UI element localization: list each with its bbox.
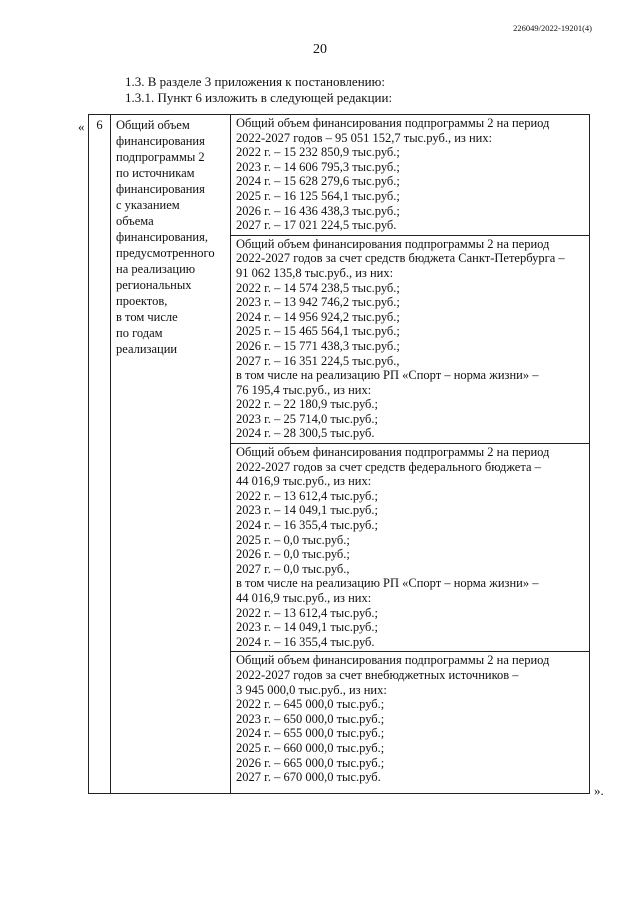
row-label-line: региональных xyxy=(116,278,192,292)
financing-line: 2026 г. – 15 771 438,3 тыс.руб.; xyxy=(236,338,400,353)
row-label-line: предусмотренного xyxy=(116,246,215,260)
financing-block xyxy=(231,235,589,443)
financing-line: 2025 г. – 15 465 564,1 тыс.руб.; xyxy=(236,324,400,339)
financing-line: Общий объем финансирования подпрограммы 2 на период xyxy=(236,653,550,668)
financing-line: 2022 г. – 13 612,4 тыс.руб.; xyxy=(236,605,379,620)
document-id: 226049/2022-19201(4) xyxy=(513,23,592,33)
financing-line: 2022-2027 годов за счет средств бюджета Санкт-Петербурга – xyxy=(236,251,565,266)
financing-line: 2023 г. – 14 606 795,3 тыс.руб.; xyxy=(236,159,400,174)
row-label-line: финансирования, xyxy=(116,230,208,244)
financing-line: 44 016,9 тыс.руб., из них: xyxy=(236,591,372,605)
row-label-line: в том числе xyxy=(116,310,178,324)
financing-line: 2027 г. – 670 000,0 тыс.руб. xyxy=(236,770,381,785)
financing-line: 2024 г. – 15 628 279,6 тыс.руб.; xyxy=(236,174,400,189)
financing-block xyxy=(231,443,589,651)
financing-line: 2026 г. – 665 000,0 тыс.руб.; xyxy=(236,755,385,770)
row-label-line: на реализацию xyxy=(116,262,196,276)
closing-quote: ». xyxy=(594,783,604,798)
row-label-line: с указанием xyxy=(116,198,180,212)
row-label-line: подпрограммы 2 xyxy=(116,150,205,164)
table-row xyxy=(89,115,590,794)
financing-line: 2026 г. – 16 436 438,3 тыс.руб.; xyxy=(236,203,400,218)
financing-line: 2023 г. – 14 049,1 тыс.руб.; xyxy=(236,620,379,635)
financing-line: 2022 г. – 15 232 850,9 тыс.руб.; xyxy=(236,145,400,160)
row-label-line: по годам xyxy=(116,326,163,340)
row-label-line: Общий объем xyxy=(116,118,190,132)
financing-line: 2024 г. – 655 000,0 тыс.руб.; xyxy=(236,726,385,741)
financing-line: Общий объем финансирования подпрограммы 2 на период xyxy=(236,236,550,251)
row-number-cell: 6 xyxy=(89,115,111,794)
financing-block xyxy=(231,115,589,235)
financing-details-cell xyxy=(231,115,590,794)
financing-line: 2025 г. – 660 000,0 тыс.руб.; xyxy=(236,740,385,755)
financing-line: 2022 г. – 22 180,9 тыс.руб.; xyxy=(236,397,379,412)
financing-line: в том числе на реализацию РП «Спорт – норма жизни» – xyxy=(236,368,539,383)
financing-block xyxy=(231,651,589,786)
financing-line: 2022-2027 годов за счет средств федерального бюджета – xyxy=(236,459,541,474)
financing-line: 2024 г. – 14 956 924,2 тыс.руб.; xyxy=(236,309,400,324)
row-label-line: проектов, xyxy=(116,294,168,308)
financing-line: 2023 г. – 25 714,0 тыс.руб.; xyxy=(236,411,379,426)
financing-line: 44 016,9 тыс.руб., из них: xyxy=(236,474,372,489)
row-label-line: финансирования xyxy=(116,182,205,196)
financing-line: в том числе на реализацию РП «Спорт – норма жизни» – xyxy=(236,576,539,591)
financing-line: 2026 г. – 0,0 тыс.руб.; xyxy=(236,547,350,562)
financing-line: Общий объем финансирования подпрограммы 2 на период xyxy=(236,445,550,460)
financing-line: 2023 г. – 14 049,1 тыс.руб.; xyxy=(236,503,379,518)
financing-line: 3 945 000,0 тыс.руб., из них: xyxy=(236,682,387,697)
financing-line: 2024 г. – 28 300,5 тыс.руб. xyxy=(236,426,375,441)
financing-line: 2022 г. – 645 000,0 тыс.руб.; xyxy=(236,697,385,712)
financing-line: 2025 г. – 0,0 тыс.руб.; xyxy=(236,532,350,547)
page-number: 20 xyxy=(313,42,327,57)
financing-line: 2023 г. – 650 000,0 тыс.руб.; xyxy=(236,711,385,726)
row-label-line: реализации xyxy=(116,342,178,356)
financing-line: 91 062 135,8 тыс.руб., из них: xyxy=(236,265,394,280)
intro-line-1: 1.3. В разделе 3 приложения к постановлению: xyxy=(125,74,385,89)
financing-line: 2022-2027 годов за счет внебюджетных источников – xyxy=(236,667,519,682)
financing-line: 76 195,4 тыс.руб., из них: xyxy=(236,382,372,397)
financing-line: 2027 г. – 17 021 224,5 тыс.руб. xyxy=(236,218,397,233)
financing-line: 2025 г. – 16 125 564,1 тыс.руб.; xyxy=(236,188,400,203)
financing-line: 2024 г. – 16 355,4 тыс.руб.; xyxy=(236,518,379,533)
financing-line: 2023 г. – 13 942 746,2 тыс.руб.; xyxy=(236,295,400,310)
row-label-line: по источникам xyxy=(116,166,195,180)
financing-line: 2027 г. – 16 351 224,5 тыс.руб., xyxy=(236,353,400,368)
row-label-line: объема xyxy=(116,214,154,228)
intro-line-2: 1.3.1. Пункт 6 изложить в следующей редакции: xyxy=(125,90,393,105)
financing-line: 2024 г. – 16 355,4 тыс.руб. xyxy=(236,634,375,649)
financing-line: Общий объем финансирования подпрограммы 2 на период xyxy=(236,116,550,130)
financing-line: 2022 г. – 14 574 238,5 тыс.руб.; xyxy=(236,280,400,295)
financing-line: 2022-2027 годов – 95 051 152,7 тыс.руб., из них: xyxy=(236,130,493,145)
row-label-cell xyxy=(111,115,231,794)
financing-table xyxy=(88,114,590,794)
row-label-line: финансирования xyxy=(116,134,205,148)
financing-line: 2022 г. – 13 612,4 тыс.руб.; xyxy=(236,488,379,503)
financing-line: 2027 г. – 0,0 тыс.руб., xyxy=(236,561,350,576)
opening-quote: « xyxy=(78,119,85,134)
